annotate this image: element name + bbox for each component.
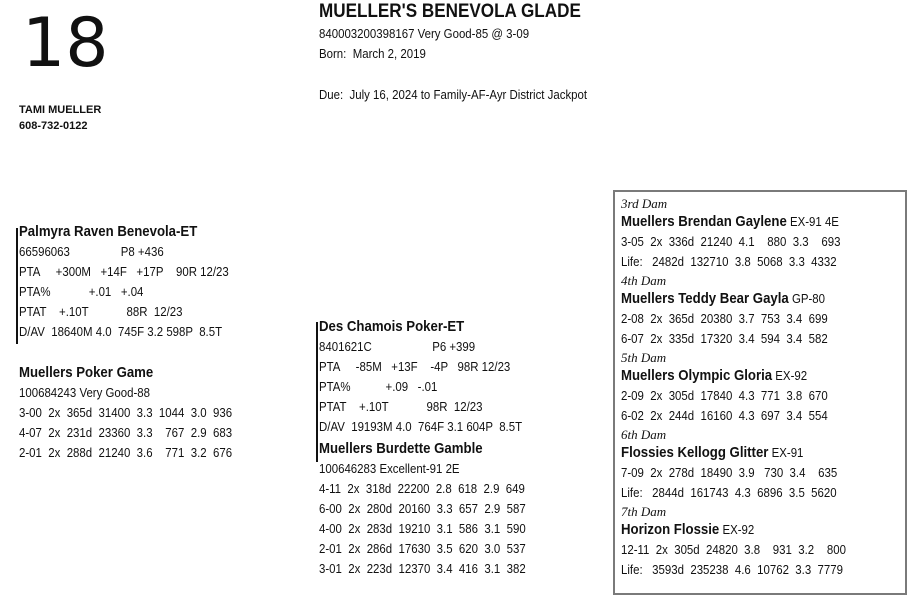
maternal-grandsire-line: PTA -85M +13F -4P 98R 12/23: [319, 359, 511, 374]
dam-generation-line: Life: 3593d 235238 4.6 10762 3.3 7779: [621, 562, 844, 577]
sire-block: [19, 222, 257, 342]
dam-generation-line: 7-09 2x 278d 18490 3.9 730 3.4 635: [621, 465, 838, 480]
maternal-granddam-line: 4-00 2x 283d 19210 3.1 586 3.1 590: [319, 521, 526, 536]
maternal-granddam-line: 2-01 2x 286d 17630 3.5 620 3.0 537: [319, 541, 526, 556]
dam-generation-line: 6-02 2x 244d 16160 4.3 697 3.4 554: [621, 408, 828, 423]
sire-line: PTA +300M +14F +17P 90R 12/23: [19, 264, 229, 279]
dam-generation-line: 6-07 2x 335d 17320 3.4 594 3.4 582: [621, 331, 828, 346]
maternal-granddam-line: 6-00 2x 280d 20160 3.3 657 2.9 587: [319, 501, 526, 516]
animal-due: Due: July 16, 2024 to Family-AF-Ayr District Jackpot: [319, 87, 588, 102]
maternal-grandsire-line: 8401621C P6 +399: [319, 339, 476, 354]
dam-line: 4-07 2x 231d 23360 3.3 767 2.9 683: [19, 425, 233, 440]
dam-name: Muellers Poker Game: [19, 364, 154, 381]
pedigree-bracket-left: [16, 228, 18, 344]
dam-generation-line: 2-08 2x 365d 20380 3.7 753 3.4 699: [621, 311, 828, 326]
dam-lineage-list: [621, 195, 877, 580]
dam-line: 100684243 Very Good-88: [19, 385, 151, 400]
dam-generation-name: Muellers Brendan Gaylene EX-91 4E: [621, 213, 839, 230]
maternal-granddam-name: Muellers Burdette Gamble: [319, 440, 483, 457]
maternal-granddam-block: [319, 439, 554, 579]
dam-generation-line: 3-05 2x 336d 21240 4.1 880 3.3 693: [621, 234, 841, 249]
maternal-granddam-line: 4-11 2x 318d 22200 2.8 618 2.9 649: [319, 481, 525, 496]
maternal-grandsire-line: PTAT +.10T 98R 12/23: [319, 399, 483, 414]
maternal-granddam-line: 100646283 Excellent-91 2E: [319, 461, 460, 476]
sire-name: Palmyra Raven Benevola-ET: [19, 223, 198, 240]
dam-generation-name: Muellers Olympic Gloria EX-92: [621, 367, 808, 384]
consignor-name: TAMI MUELLER: [19, 104, 102, 116]
sire-line: PTA% +.01 +.04: [19, 284, 144, 299]
sire-line: PTAT +.10T 88R 12/23: [19, 304, 183, 319]
maternal-grandsire-name: Des Chamois Poker-ET: [319, 318, 465, 335]
dam-generation-line: Life: 2844d 161743 4.3 6896 3.5 5620: [621, 485, 837, 500]
pedigree-bracket-middle: [316, 322, 318, 462]
dam-generation-name: Muellers Teddy Bear Gayla GP-80: [621, 290, 826, 307]
maternal-grandsire-line: D/AV 19193M 4.0 764F 3.1 604P 8.5T: [319, 419, 523, 434]
dam-generation-label: 6th Dam: [621, 427, 667, 442]
animal-born: Born: March 2, 2019: [319, 46, 426, 61]
dam-generation-label: 5th Dam: [621, 350, 667, 365]
maternal-granddam-line: 3-01 2x 223d 12370 3.4 416 3.1 382: [319, 561, 526, 576]
sire-line: D/AV 18640M 4.0 745F 3.2 598P 8.5T: [19, 324, 223, 339]
dam-generation-line: Life: 2482d 132710 3.8 5068 3.3 4332: [621, 254, 837, 269]
dam-line: 2-01 2x 288d 21240 3.6 771 3.2 676: [19, 445, 233, 460]
sire-line: 66596063 P8 +436: [19, 244, 164, 259]
consignor-phone: 608-732-0122: [19, 120, 88, 132]
dam-generation-label: 7th Dam: [621, 504, 667, 519]
dam-line: 3-00 2x 365d 31400 3.3 1044 3.0 936: [19, 405, 233, 420]
dam-generation-line: 12-11 2x 305d 24820 3.8 931 3.2 800: [621, 542, 846, 557]
animal-name: MUELLER'S BENEVOLA GLADE: [319, 1, 581, 22]
dam-generation-name: Horizon Flossie EX-92: [621, 521, 755, 538]
dam-generation-line: 2-09 2x 305d 17840 4.3 771 3.8 670: [621, 388, 828, 403]
dam-generation-name: Flossies Kellogg Glitter EX-91: [621, 444, 804, 461]
dam-block: [19, 363, 261, 463]
dam-generation-label: 4th Dam: [621, 273, 667, 288]
dam-generation-label: 3rd Dam: [621, 196, 668, 211]
lot-number: 18: [22, 4, 109, 83]
maternal-grandsire-line: PTA% +.09 -.01: [319, 379, 438, 394]
maternal-grandsire-block: [319, 317, 550, 437]
animal-id-line: 840003200398167 Very Good-85 @ 3-09: [319, 26, 530, 41]
